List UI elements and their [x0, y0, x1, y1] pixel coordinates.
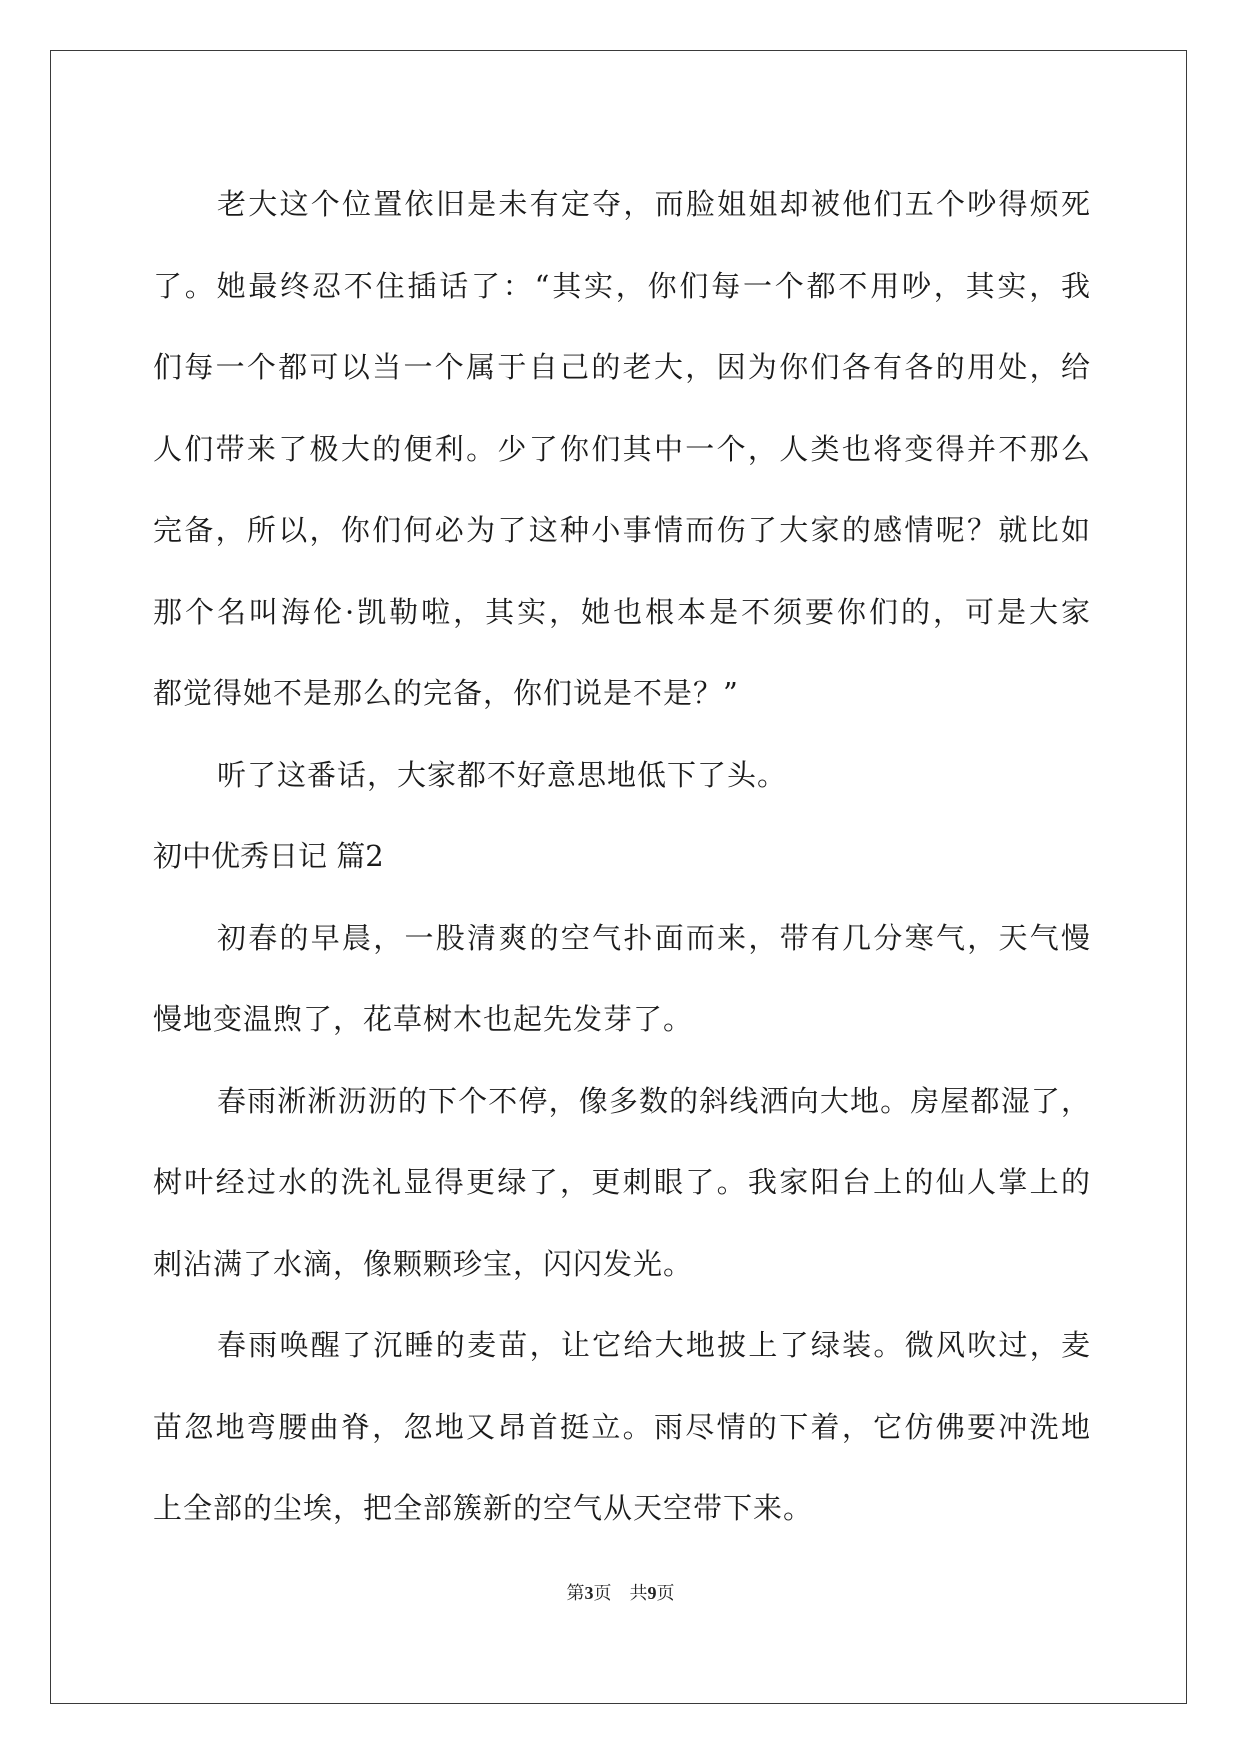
- paragraph-line: 慢地变温煦了，花草树木也起先发芽了。: [153, 1002, 694, 1036]
- paragraph-line: 都觉得她不是那么的完备，你们说是不是？”: [153, 676, 739, 710]
- page-footer: [0, 1579, 1241, 1605]
- paragraph-line: 春雨唤醒了沉睡的麦苗，让它给大地披上了绿装。微风吹过，麦: [217, 1328, 1091, 1362]
- paragraph-line: 老大这个位置依旧是未有定夺，而脸姐姐却被他们五个吵得烦死: [217, 187, 1091, 221]
- paragraph-line: 了。她最终忍不住插话了：“其实，你们每一个都不用吵，其实，我: [153, 268, 1091, 303]
- total-label-prefix: 共: [629, 1583, 648, 1604]
- paragraph-line: 上全部的尘埃，把全部簇新的空气从天空带下来。: [153, 1491, 814, 1525]
- page-label-unit: 页: [593, 1583, 612, 1604]
- paragraph-line: 苗忽地弯腰曲脊，忽地又昂首挺立。雨尽情的下着，它仿佛要冲洗地: [153, 1409, 1091, 1444]
- paragraph-line: 完备，所以，你们何必为了这种小事情而伤了大家的感情呢？就比如: [153, 513, 1091, 547]
- paragraph-line: 们每一个都可以当一个属于自己的老大，因为你们各有各的用处，给: [153, 350, 1091, 384]
- paragraph-line: 那个名叫海伦·凯勒啦，其实，她也根本是不须要你们的，可是大家: [153, 594, 1091, 629]
- total-label-unit: 页: [656, 1583, 675, 1604]
- current-page-number: 3: [584, 1583, 594, 1603]
- paragraph-line: 春雨淅淅沥沥的下个不停，像多数的斜线洒向大地。房屋都湿了，: [217, 1083, 1091, 1118]
- paragraph-line: 听了这番话，大家都不好意思地低下了头。: [217, 757, 788, 792]
- paragraph-line: 树叶经过水的洗礼显得更绿了，更刺眼了。我家阳台上的仙人掌上的: [153, 1165, 1091, 1199]
- paragraph-line: 人们带来了极大的便利。少了你们其中一个，人类也将变得并不那么: [153, 431, 1091, 466]
- paragraph-line: 初春的早晨，一股清爽的空气扑面而来，带有几分寒气，天气慢: [217, 920, 1091, 955]
- page-label-prefix: 第: [566, 1583, 585, 1604]
- document-body: [153, 164, 1091, 1550]
- paragraph-line: 刺沾满了水滴，像颗颗珍宝，闪闪发光。: [153, 1246, 694, 1281]
- section-heading: 初中优秀日记 篇2: [153, 839, 384, 873]
- total-page-number: 9: [647, 1583, 657, 1603]
